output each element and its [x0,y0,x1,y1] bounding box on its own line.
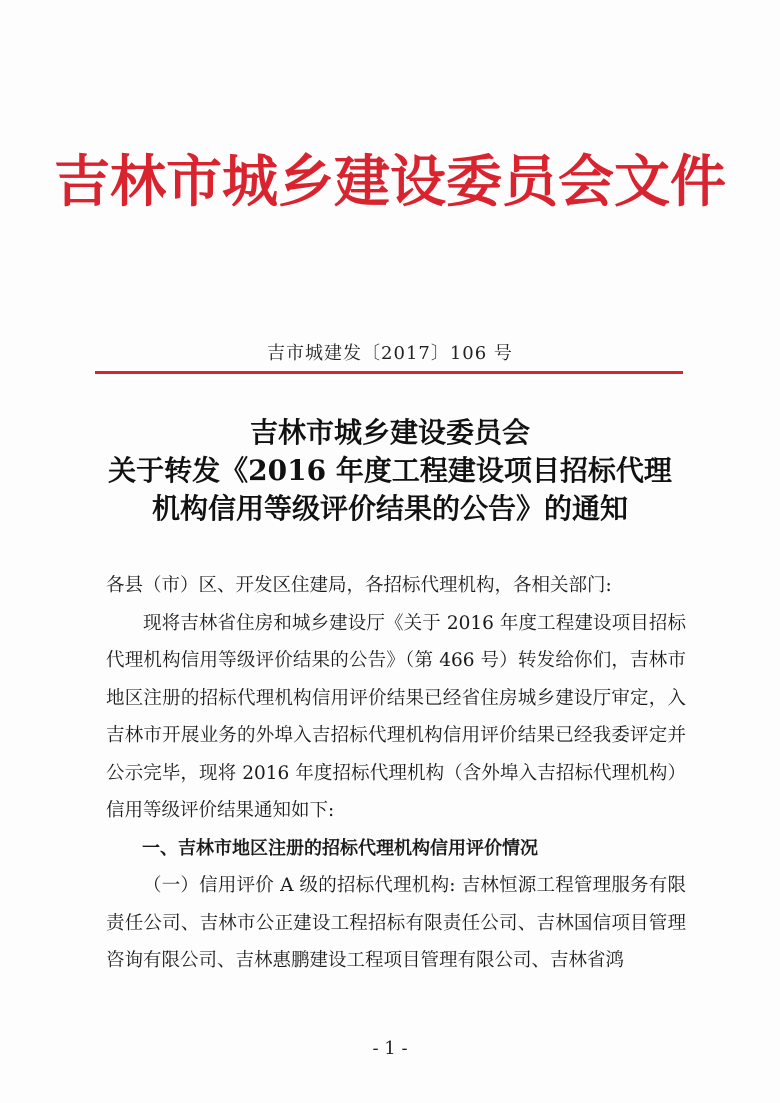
masthead-title: 吉林市城乡建设委员会文件 [54,150,726,215]
body-paragraph-1: 现将吉林省住房和城乡建设厅《关于 2016 年度工程建设项目招标代理机构信用等级评价结果的公告》（第 466 号）转发给你们，吉林市地区注册的招标代理机构信用评价结果已经省住房城乡建设厅审定，入吉林市开展业务的外埠入吉招标代理机构信用评价结果已经我委评定并公示完毕，现将 2016 年度招标代理机构（含外埠入吉招标代理机构）信用等级评价结果通知如下: [106,612,686,821]
notice-body [106,567,686,980]
red-divider [95,371,683,374]
page-number: - 1 - [372,1038,408,1059]
title-line-2: 关于转发《2016 年度工程建设项目招标代理 [108,454,672,487]
title-line-3: 机构信用等级评价结果的公告》的通知 [151,492,628,525]
body-paragraph-2: （一）信用评价 A 级的招标代理机构: 吉林恒源工程管理服务有限责任公司、吉林市公正建设工程招标有限责任公司、吉林国信项目管理咨询有限公司、吉林惠鹏建设工程项目管理有限公司、吉林省鸿 [106,875,686,971]
section-heading-1: 一、吉林市地区注册的招标代理机构信用评价情况 [142,837,538,859]
document-number: 吉市城建发〔2017〕106 号 [267,343,513,364]
salutation: 各县（市）区、开发区住建局，各招标代理机构，各相关部门: [106,575,612,596]
title-line-1: 吉林市城乡建设委员会 [249,416,530,449]
notice-title [0,414,780,528]
